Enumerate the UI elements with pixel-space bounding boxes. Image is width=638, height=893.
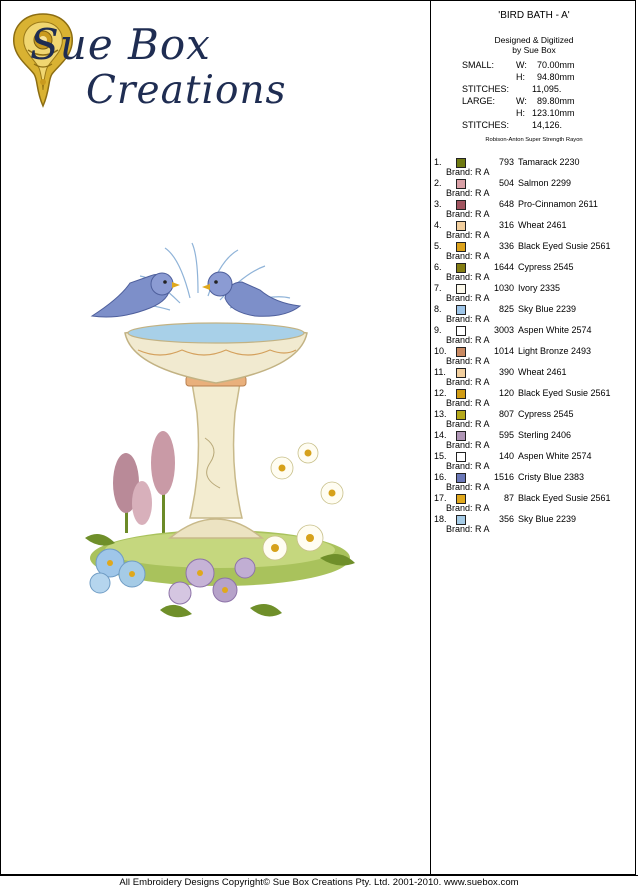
color-brand: Brand: R A: [446, 188, 490, 198]
color-brand: Brand: R A: [446, 377, 490, 387]
color-brand: Brand: R A: [446, 230, 490, 240]
color-name: Wheat 2461: [518, 367, 567, 377]
color-code: 120: [498, 388, 514, 398]
color-brand: Brand: R A: [446, 293, 490, 303]
color-code: 1516: [493, 472, 514, 482]
color-name: Wheat 2461: [518, 220, 567, 230]
color-brand: Brand: R A: [446, 482, 490, 492]
color-number: 13.: [434, 409, 447, 419]
color-code: 807: [498, 409, 514, 419]
bird-bath-pedestal-icon: [170, 376, 262, 538]
thread-color-row: [432, 409, 636, 430]
color-number: 5.: [434, 241, 442, 251]
color-brand: Brand: R A: [446, 356, 490, 366]
color-number: 16.: [434, 472, 447, 482]
small-height-label: H:: [516, 72, 525, 82]
bird-bath-basin-icon: [125, 323, 307, 383]
color-number: 10.: [434, 346, 447, 356]
color-code: 1014: [493, 346, 514, 356]
color-name: Aspen White 2574: [518, 325, 592, 335]
large-height-value: 123.10mm: [532, 108, 575, 118]
thread-color-row: [432, 325, 636, 346]
color-name: Cypress 2545: [518, 409, 574, 419]
logo-text-line1: Sue Box: [30, 20, 211, 69]
color-number: 6.: [434, 262, 442, 272]
color-number: 2.: [434, 178, 442, 188]
color-brand: Brand: R A: [446, 209, 490, 219]
thread-color-row: [432, 472, 636, 493]
color-number: 4.: [434, 220, 442, 230]
color-name: Black Eyed Susie 2561: [518, 493, 611, 503]
thread-color-row: [432, 451, 636, 472]
copyright-footer: All Embroidery Designs Copyright© Sue Box Creations Pty. Ltd. 2001-2010. www.suebox.com: [119, 877, 519, 888]
color-number: 1.: [434, 157, 442, 167]
color-name: Aspen White 2574: [518, 451, 592, 461]
color-code: 140: [498, 451, 514, 461]
brand-logo: [8, 8, 287, 118]
large-stitches-label: STITCHES:: [462, 120, 510, 130]
color-code: 825: [498, 304, 514, 314]
thread-brand-note: Robison-Anton Super Strength Rayon: [485, 137, 583, 143]
color-name: Black Eyed Susie 2561: [518, 388, 611, 398]
color-brand: Brand: R A: [446, 419, 490, 429]
logo-text-line2: Creations: [86, 68, 287, 113]
large-size-label: LARGE:: [462, 96, 496, 106]
large-stitches-value: 14,126.: [532, 120, 563, 130]
color-code: 336: [498, 241, 514, 251]
lupin-flowers-icon: [113, 431, 175, 533]
small-width-value: 70.00mm: [537, 60, 575, 70]
color-number: 12.: [434, 388, 447, 398]
color-number: 11.: [434, 367, 446, 377]
thread-color-row: [432, 346, 636, 367]
color-number: 18.: [434, 514, 447, 524]
color-brand: Brand: R A: [446, 272, 490, 282]
color-number: 7.: [434, 283, 442, 293]
color-brand: Brand: R A: [446, 503, 490, 513]
color-brand: Brand: R A: [446, 167, 490, 177]
color-number: 14.: [434, 430, 447, 440]
color-brand: Brand: R A: [446, 251, 490, 261]
color-number: 15.: [434, 451, 447, 461]
large-height-label: H:: [516, 108, 525, 118]
color-code: 356: [498, 514, 514, 524]
color-code: 390: [498, 367, 514, 377]
large-width-label: W:: [516, 96, 527, 106]
color-number: 3.: [434, 199, 442, 209]
color-brand: Brand: R A: [446, 398, 490, 408]
small-stitches-value: 11,095.: [532, 84, 562, 94]
thread-color-row: [432, 241, 636, 262]
column-divider: [430, 0, 431, 875]
designed-by-label: Designed & Digitized: [494, 35, 574, 45]
color-name: Pro-Cinnamon 2611: [518, 199, 598, 209]
thread-color-row: [432, 388, 636, 409]
color-number: 9.: [434, 325, 442, 335]
color-code: 504: [498, 178, 514, 188]
color-name: Cristy Blue 2383: [518, 472, 585, 482]
color-code: 3003: [493, 325, 514, 335]
color-brand: Brand: R A: [446, 461, 490, 471]
thread-color-row: [432, 304, 636, 325]
color-name: Sky Blue 2239: [518, 514, 577, 524]
color-number: 8.: [434, 304, 442, 314]
color-brand: Brand: R A: [446, 440, 490, 450]
color-brand: Brand: R A: [446, 335, 490, 345]
color-code: 316: [498, 220, 514, 230]
design-title: 'BIRD BATH - A': [498, 10, 570, 21]
color-name: Cypress 2545: [518, 262, 574, 272]
small-height-value: 94.80mm: [537, 72, 575, 82]
thread-color-row: [432, 178, 636, 199]
small-size-label: SMALL:: [462, 60, 495, 70]
color-name: Tamarack 2230: [518, 157, 580, 167]
blue-birds-icon: [92, 272, 300, 317]
thread-color-row: [432, 514, 636, 535]
color-name: Sky Blue 2239: [518, 304, 577, 314]
color-brand: Brand: R A: [446, 524, 490, 534]
designer-name: by Sue Box: [512, 45, 556, 55]
color-brand: Brand: R A: [446, 314, 490, 324]
color-code: 1644: [493, 262, 514, 272]
thread-color-row: [432, 493, 636, 514]
color-code: 648: [498, 199, 514, 209]
thread-color-row: [432, 157, 636, 178]
thread-color-row: [432, 220, 636, 241]
large-width-value: 89.80mm: [537, 96, 575, 106]
thread-color-row: [432, 367, 636, 388]
color-code: 595: [498, 430, 514, 440]
color-code: 87: [503, 493, 514, 503]
color-name: Light Bronze 2493: [518, 346, 592, 356]
color-name: Ivory 2335: [518, 283, 561, 293]
bird-bath-embroidery-image: [70, 238, 360, 630]
small-width-label: W:: [516, 60, 527, 70]
thread-color-row: [432, 430, 636, 451]
color-code: 1030: [493, 283, 514, 293]
daisy-flowers-icon: [263, 443, 343, 560]
color-name: Sterling 2406: [518, 430, 572, 440]
thread-color-row: [432, 199, 636, 220]
thread-color-row: [432, 283, 636, 304]
footer-rule: [0, 875, 638, 876]
color-name: Salmon 2299: [518, 178, 572, 188]
small-stitches-label: STITCHES:: [462, 84, 510, 94]
thread-color-row: [432, 262, 636, 283]
color-number: 17.: [434, 493, 447, 503]
color-name: Black Eyed Susie 2561: [518, 241, 611, 251]
color-code: 793: [498, 157, 514, 167]
